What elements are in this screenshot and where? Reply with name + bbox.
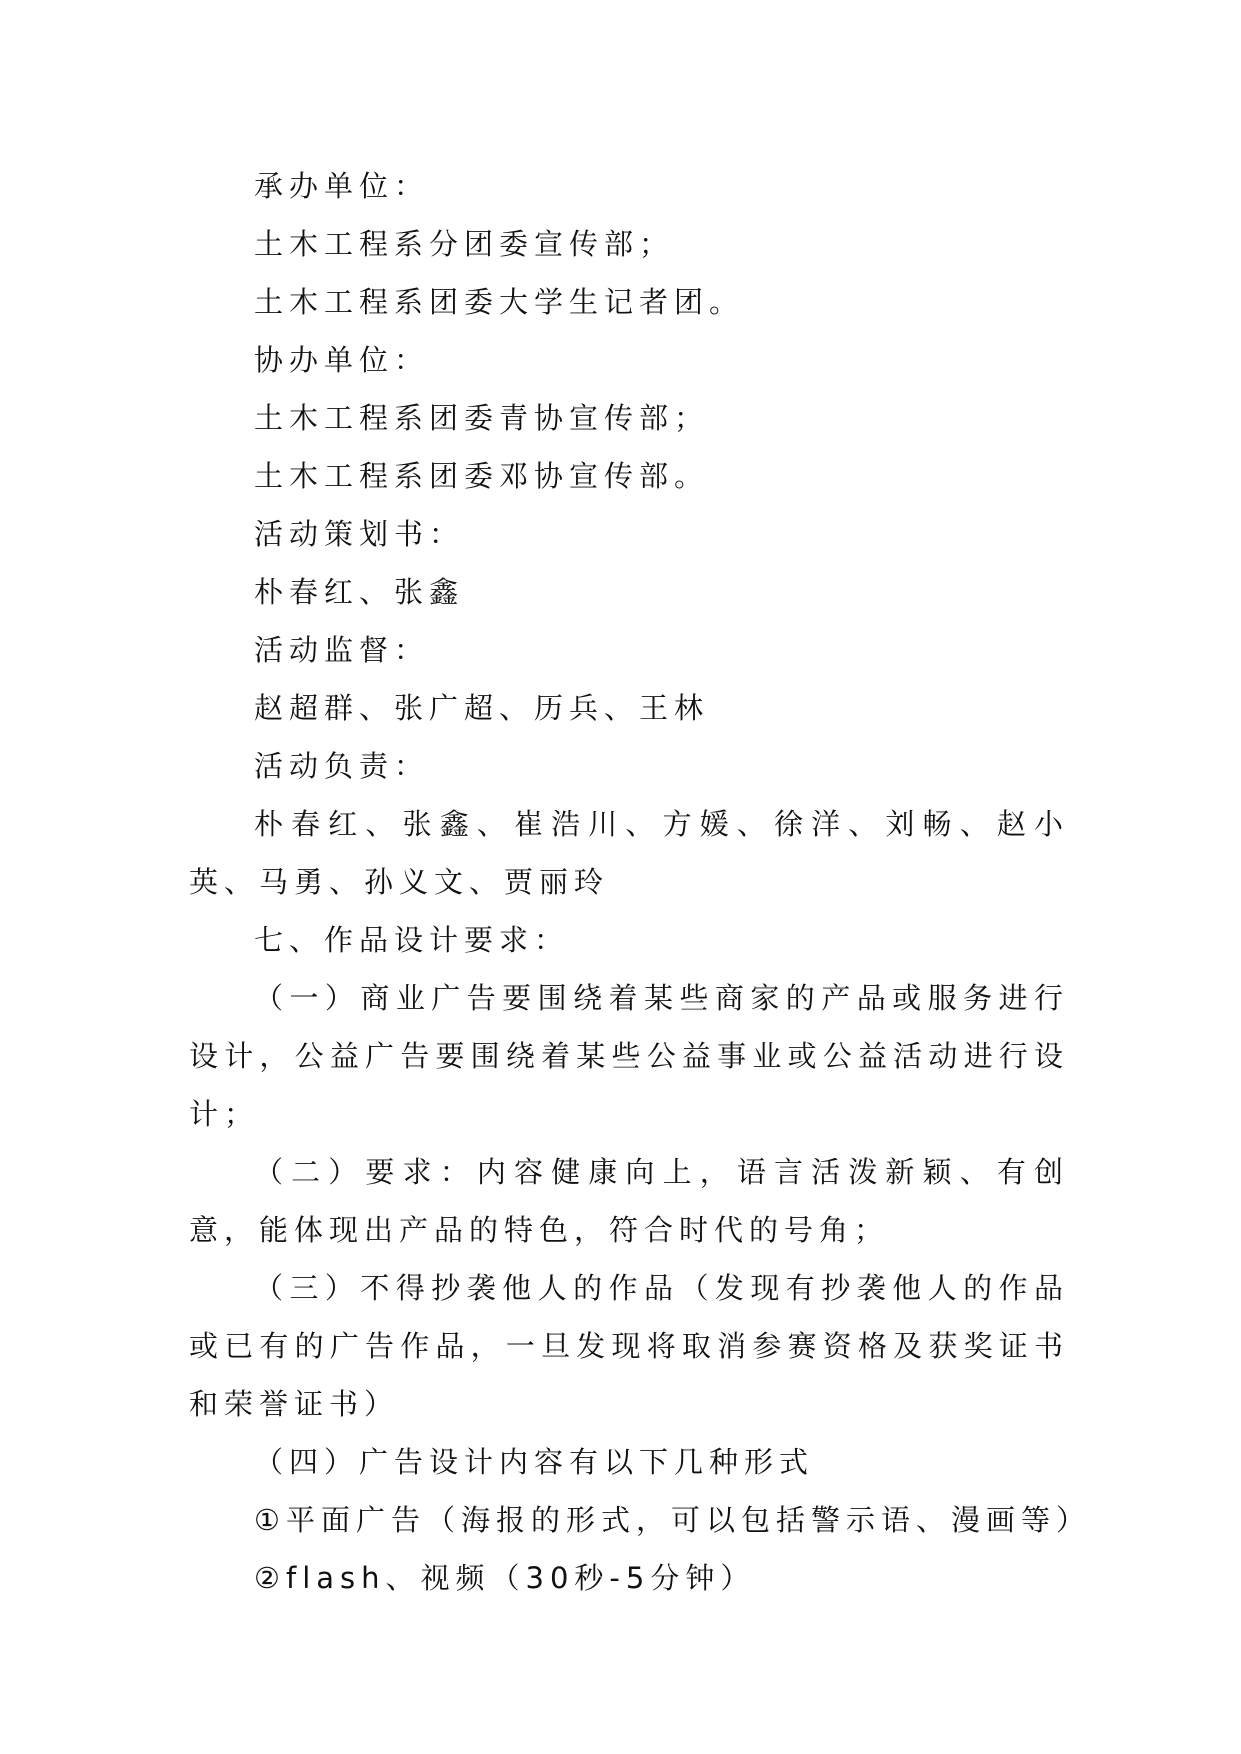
- co-organizer-heading: 协办单位：: [254, 343, 430, 377]
- requirement-two: （二）要求：内容健康向上，语言活泼新颖、有创意，能体现出产品的特色，符合时代的号角；: [189, 1155, 1069, 1247]
- requirement-three: （三）不得抄袭他人的作品（发现有抄袭他人的作品或已有的广告作品，一旦发现将取消参赛资格及获奖证书和荣誉证书）: [189, 1271, 1069, 1421]
- supervision-heading: 活动监督：: [254, 633, 430, 667]
- document-body: [189, 157, 1091, 1607]
- planning-names: 朴春红、张鑫: [254, 575, 465, 609]
- co-organizer-item: 土木工程系团委青协宣传部；: [254, 401, 710, 435]
- section-seven-heading: 七、作品设计要求：: [254, 923, 570, 957]
- supervision-names: 赵超群、张广超、历兵、王林: [254, 691, 710, 725]
- responsible-heading: 活动负责：: [254, 749, 430, 783]
- requirement-four: （四）广告设计内容有以下几种形式: [254, 1445, 815, 1479]
- co-organizer-item: 土木工程系团委邓协宣传部。: [254, 459, 710, 493]
- responsible-names: 朴春红、张鑫、崔浩川、方媛、徐洋、刘畅、赵小英、马勇、孙义文、贾丽玲: [189, 807, 1069, 899]
- organizer-item: 土木工程系团委大学生记者团。: [254, 285, 745, 319]
- organizer-item: 土木工程系分团委宣传部；: [254, 227, 675, 261]
- form-item-video: ②flash、视频（30秒-5分钟）: [254, 1561, 756, 1595]
- requirement-one: （一）商业广告要围绕着某些商家的产品或服务进行设计，公益广告要围绕着某些公益事业或公益活动进行设计；: [189, 981, 1069, 1131]
- planning-heading: 活动策划书：: [254, 517, 465, 551]
- form-item-print-ad: ①平面广告（海报的形式，可以包括警示语、漫画等）: [254, 1503, 1091, 1537]
- organizer-heading: 承办单位：: [254, 169, 430, 203]
